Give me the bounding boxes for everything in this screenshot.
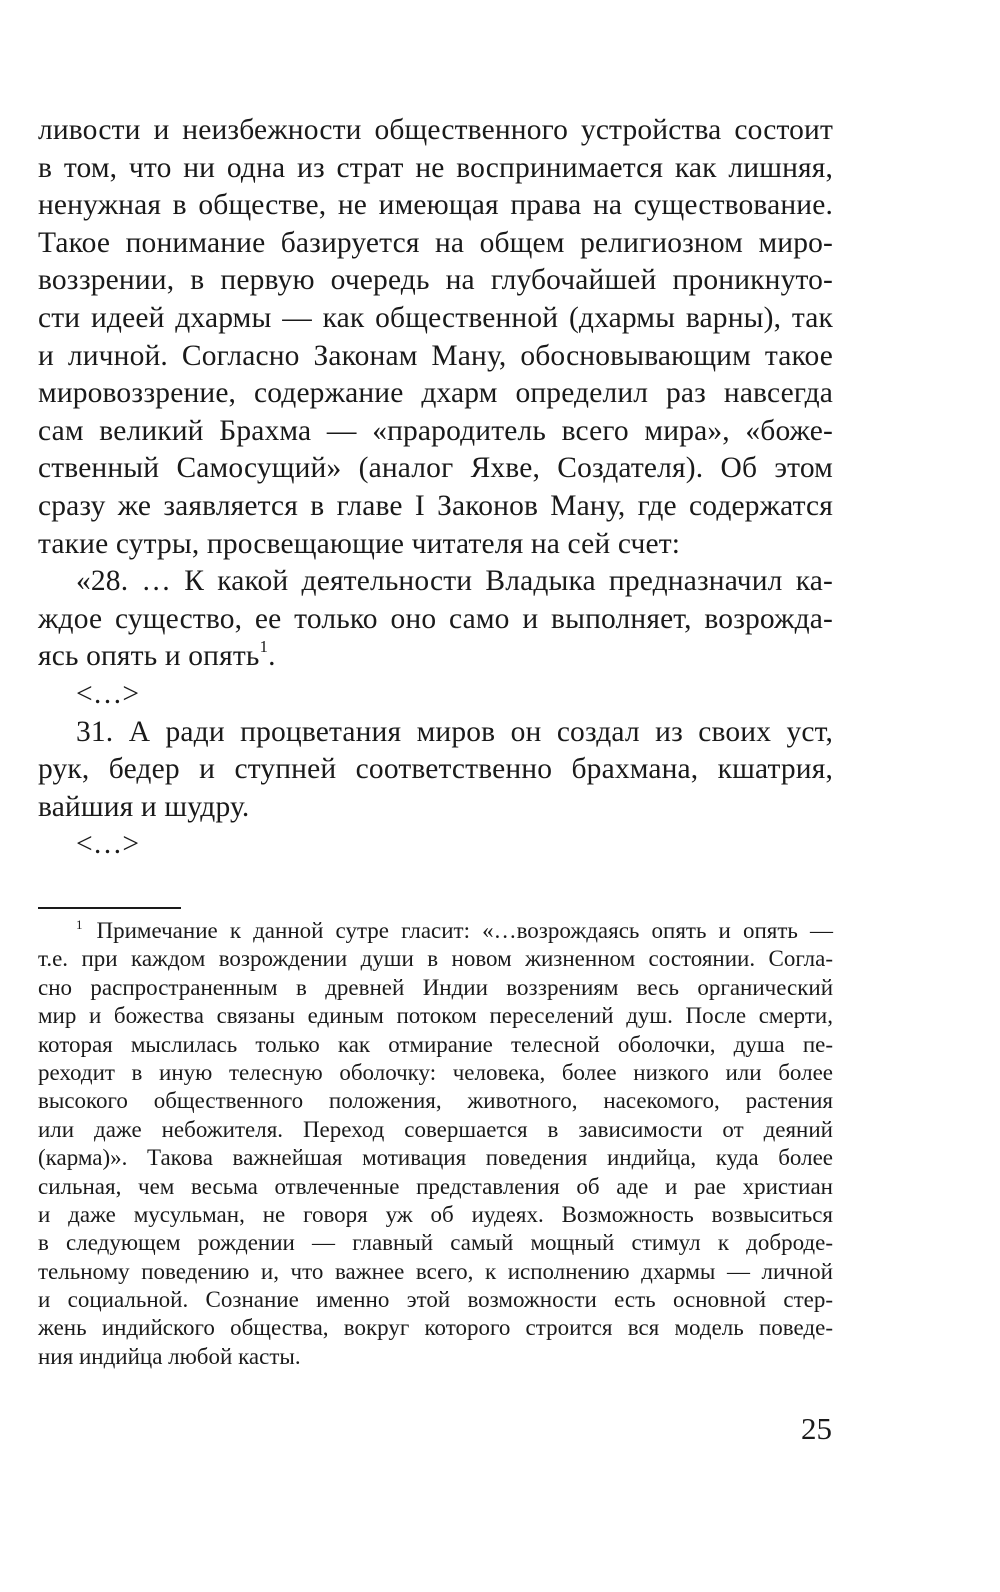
footnote-line: которая мыслилась только как отмирание телесной оболочки, душа пе- bbox=[38, 1031, 833, 1057]
page-number: 25 bbox=[801, 1411, 832, 1446]
footnote-line: жень индийского общества, вокруг которого строится вся модель поведе- bbox=[38, 1315, 833, 1341]
footnote-marker: 1 bbox=[76, 917, 83, 933]
footnote-line: и социальной. Сознание именно этой возможности есть основной стер- bbox=[38, 1287, 833, 1313]
text-line: сти идеей дхармы — как общественной (дхармы варны), так bbox=[38, 301, 833, 334]
text-line: воззрении, в первую очередь на глубочайшей проникнуто- bbox=[38, 264, 833, 297]
text-line: ственный Самосущий» (аналог Яхве, Создателя). Об этом bbox=[38, 452, 833, 485]
footnote-line: высокого общественного положения, животного, насекомого, растения bbox=[38, 1088, 833, 1114]
footnote-line: или даже небожителя. Переход совершается в зависимости от деяний bbox=[38, 1116, 833, 1142]
footnote-line bbox=[38, 917, 833, 945]
sutra-31-line: 31. А ради процветания миров он создал из своих уст, bbox=[76, 715, 833, 748]
text-line: мировоззрение, содержание дхарм определил раз навсегда bbox=[38, 377, 833, 410]
footnote-line: и даже мусульман, не говоря уж об иудеях. Возможность возвыситься bbox=[38, 1201, 833, 1227]
footnote bbox=[38, 917, 833, 1371]
footnote-line: реходит в иную телесную оболочку: человека, более низкого или более bbox=[38, 1059, 833, 1085]
footnote-line: сильная, чем весьма отвлеченные представления об аде и рае христиан bbox=[38, 1173, 833, 1199]
text-line: сразу же заявляется в главе I Законов Ману, где содержатся bbox=[38, 489, 833, 522]
sutra-28-period: . bbox=[268, 640, 276, 673]
text-line: ненужная в обществе, не имеющая права на существование. bbox=[38, 189, 833, 222]
footnote-line: тельному поведению и, что важнее всего, к исполнению дхармы — личной bbox=[38, 1258, 833, 1284]
text-line: такие сутры, просвещающие читателя на сей счет: bbox=[38, 527, 681, 560]
sutra-28-line-last bbox=[38, 638, 833, 676]
footnote-reference[interactable]: 1 bbox=[259, 637, 269, 657]
sutra-28-line: «28. … К какой деятельности Владыка предназначил ка- bbox=[76, 565, 833, 598]
footnote-line: (карма)». Такова важнейшая мотивация поведения индийца, куда более bbox=[38, 1145, 833, 1171]
text-line: и личной. Согласно Законам Ману, обосновывающим такое bbox=[38, 339, 833, 372]
sutra-28-text: ясь опять и опять bbox=[38, 640, 260, 673]
text-line: Такое понимание базируется на общем религиозном миро- bbox=[38, 226, 833, 259]
footnote-divider bbox=[38, 907, 181, 909]
footnote-line: в следующем рождении — главный самый мощный стимул к доброде- bbox=[38, 1230, 833, 1256]
footnote-line: ния индийца любой касты. bbox=[38, 1343, 301, 1369]
sutra-31-line: рук, бедер и ступней соответственно брахмана, кшатрия, bbox=[38, 753, 833, 786]
footnote-text: Примечание к данной сутре гласит: «…возрождаясь опять и опять — bbox=[96, 918, 833, 943]
text-line: в том, что ни одна из страт не воспринимается как лишняя, bbox=[38, 151, 833, 184]
footnote-line: мир и божества связаны единым потоком переселений душ. После смерти, bbox=[38, 1003, 833, 1029]
omission-marker: <…> bbox=[76, 677, 140, 710]
footnote-line: сно распространенным в древней Индии воззрениям весь органический bbox=[38, 974, 833, 1000]
sutra-31-line: вайшия и шудру. bbox=[38, 790, 250, 823]
text-line: сам великий Брахма — «прародитель всего мира», «боже- bbox=[38, 414, 833, 447]
omission-marker: <…> bbox=[76, 828, 140, 861]
main-text bbox=[38, 112, 833, 864]
sutra-28-line: ждое существо, ее только оно само и выполняет, возрожда- bbox=[38, 602, 833, 635]
text-line: ливости и неизбежности общественного устройства состоит bbox=[38, 114, 833, 146]
footnote-line: т.е. при каждом возрождении души в новом жизненном состоянии. Согла- bbox=[38, 946, 833, 972]
